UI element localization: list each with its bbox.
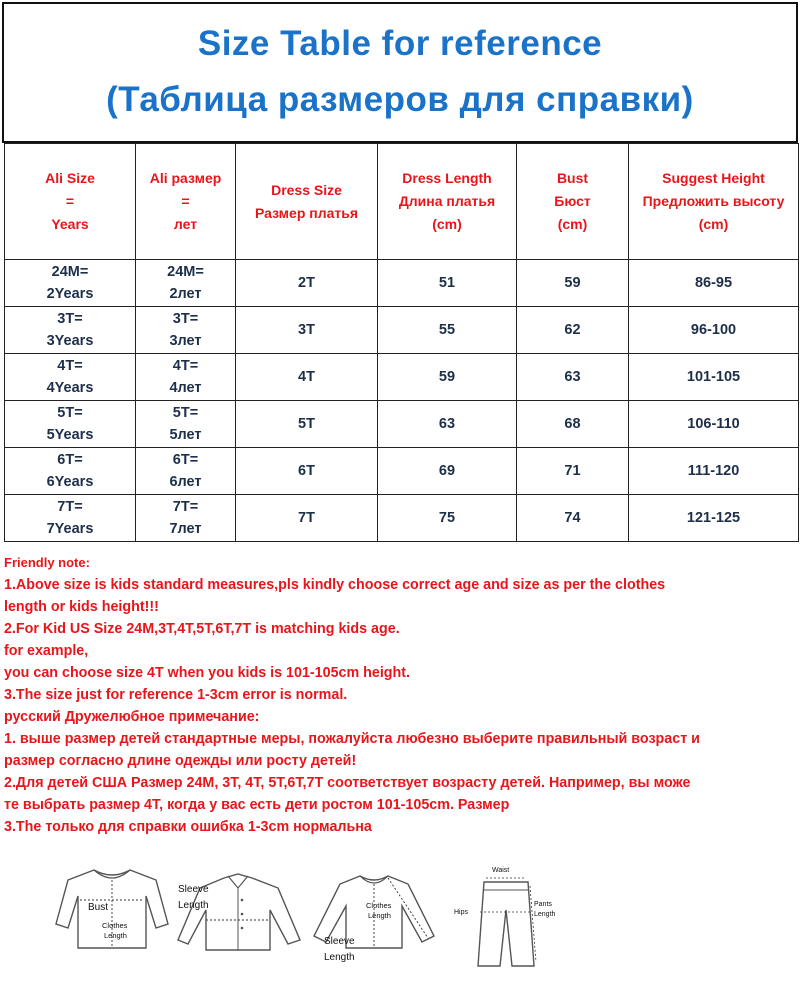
pants-hips-label: Hips bbox=[454, 909, 469, 916]
header-ali-size-let: Ali размер = лет bbox=[136, 144, 236, 260]
cell-ali-years: 3T= 3Years bbox=[5, 307, 136, 354]
shirt-icon bbox=[176, 862, 306, 954]
tshirt-length-label: Length bbox=[104, 931, 127, 940]
cell-ali-let: 24M= 2лет bbox=[136, 260, 236, 307]
header-suggest-height: Suggest Height Предложить высоту (cm) bbox=[629, 144, 799, 260]
cell-height: 121-125 bbox=[629, 495, 799, 542]
cell-ali-let: 6T= 6лет bbox=[136, 448, 236, 495]
note-line: 1. выше размер детей стандартные меры, пожалуйста любезно выберите правильный возраст и bbox=[4, 731, 700, 747]
raglan-sleeve-label: Sleeve bbox=[324, 936, 355, 947]
cell-ali-years: 7T= 7Years bbox=[5, 495, 136, 542]
cell-bust: 62 bbox=[517, 307, 629, 354]
size-table bbox=[4, 143, 799, 542]
cell-height: 101-105 bbox=[629, 354, 799, 401]
pants-illustration bbox=[452, 862, 562, 972]
raglan-length-label: Length bbox=[368, 911, 391, 920]
table-row bbox=[5, 307, 799, 354]
raglan-illustration bbox=[312, 862, 438, 972]
pants-icon bbox=[452, 862, 562, 972]
note-line: for example, bbox=[4, 643, 89, 659]
table-row bbox=[5, 260, 799, 307]
cell-height: 86-95 bbox=[629, 260, 799, 307]
note-line: 2.For Kid US Size 24M,3T,4T,5T,6T,7T is matching kids age. bbox=[4, 621, 400, 637]
pants-length-label: Length bbox=[534, 911, 556, 918]
shirt-illustration bbox=[176, 862, 306, 954]
cell-height: 111-120 bbox=[629, 448, 799, 495]
sweater-icon bbox=[312, 862, 438, 972]
cell-height: 106-110 bbox=[629, 401, 799, 448]
cell-bust: 68 bbox=[517, 401, 629, 448]
note-line: 3.The size just for reference 1-3cm error is normal. bbox=[4, 687, 348, 703]
cell-dress-length: 59 bbox=[378, 354, 517, 401]
cell-dress-size: 3T bbox=[236, 307, 378, 354]
cell-ali-let: 5T= 5лет bbox=[136, 401, 236, 448]
cell-dress-size: 7T bbox=[236, 495, 378, 542]
note-heading: Friendly note: bbox=[4, 555, 90, 570]
raglan-clothes-label: Clothes bbox=[366, 901, 392, 910]
cell-height: 96-100 bbox=[629, 307, 799, 354]
note-line: 2.Для детей США Размер 24M, 3T, 4T, 5T,6T,7T соответствует возрасту детей. Например, вы може bbox=[4, 775, 691, 791]
title-box bbox=[2, 2, 798, 143]
cell-ali-let: 4T= 4лет bbox=[136, 354, 236, 401]
shirt-length-label: Length bbox=[178, 900, 209, 911]
raglan-sleeve-length-label: Length bbox=[324, 952, 355, 963]
cell-dress-length: 75 bbox=[378, 495, 517, 542]
pants-waist-label: Waist bbox=[492, 867, 510, 874]
tshirt-bust-label: Bust bbox=[88, 902, 109, 913]
header-bust: Bust Бюст (cm) bbox=[517, 144, 629, 260]
cell-dress-length: 55 bbox=[378, 307, 517, 354]
table-row bbox=[5, 495, 799, 542]
cell-dress-size: 2T bbox=[236, 260, 378, 307]
note-line: те выбрать размер 4T, когда у вас есть дети ростом 101-105cm. Размер bbox=[4, 797, 510, 813]
cell-dress-size: 4T bbox=[236, 354, 378, 401]
cell-dress-size: 5T bbox=[236, 401, 378, 448]
pants-pants-label: Pants bbox=[534, 901, 552, 908]
cell-bust: 74 bbox=[517, 495, 629, 542]
cell-ali-let: 7T= 7лет bbox=[136, 495, 236, 542]
table-row bbox=[5, 448, 799, 495]
header-dress-size: Dress Size Размер платья bbox=[236, 144, 378, 260]
cell-dress-length: 69 bbox=[378, 448, 517, 495]
friendly-notes bbox=[4, 552, 798, 838]
cell-ali-years: 4T= 4Years bbox=[5, 354, 136, 401]
note-line: 3.The только для справки ошибка 1-3cm нормальна bbox=[4, 819, 372, 835]
tshirt-icon bbox=[52, 862, 172, 952]
header-ali-size-years: Ali Size = Years bbox=[5, 144, 136, 260]
title-english: Size Table for reference bbox=[197, 24, 603, 63]
tshirt-illustration bbox=[52, 862, 172, 952]
cell-bust: 59 bbox=[517, 260, 629, 307]
table-row bbox=[5, 401, 799, 448]
table-row bbox=[5, 354, 799, 401]
shirt-sleeve-label: Sleeve bbox=[178, 884, 209, 895]
cell-bust: 63 bbox=[517, 354, 629, 401]
cell-dress-length: 51 bbox=[378, 260, 517, 307]
note-line: you can choose size 4T when you kids is 101-105cm height. bbox=[4, 665, 411, 681]
title-russian: (Таблица размеров для справки) bbox=[106, 80, 694, 119]
cell-ali-years: 6T= 6Years bbox=[5, 448, 136, 495]
note-line: length or kids height!!! bbox=[4, 599, 159, 615]
cell-ali-years: 24M= 2Years bbox=[5, 260, 136, 307]
header-dress-length: Dress Length Длина платья (cm) bbox=[378, 144, 517, 260]
cell-dress-length: 63 bbox=[378, 401, 517, 448]
note-line: русский Дружелюбное примечание: bbox=[4, 709, 260, 725]
cell-ali-years: 5T= 5Years bbox=[5, 401, 136, 448]
cell-ali-let: 3T= 3лет bbox=[136, 307, 236, 354]
note-line: 1.Above size is kids standard measures,pls kindly choose correct age and size as per the clothes bbox=[4, 577, 666, 593]
table-header-row bbox=[5, 144, 799, 260]
cell-dress-size: 6T bbox=[236, 448, 378, 495]
note-line: размер согласно длине одежды или росту детей! bbox=[4, 753, 357, 769]
cell-bust: 71 bbox=[517, 448, 629, 495]
tshirt-clothes-label: Clothes bbox=[102, 921, 128, 930]
